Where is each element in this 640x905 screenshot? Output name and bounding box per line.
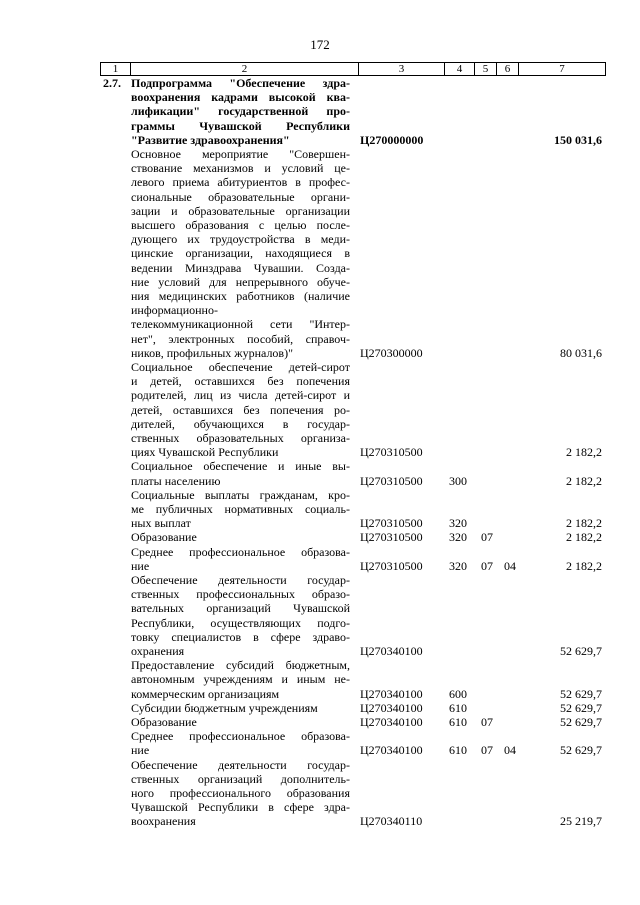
row-expense-type: 600 — [449, 686, 467, 701]
row-name-line: ние условий для непрерывного обуче- — [131, 274, 350, 289]
row-name — [131, 658, 350, 701]
row-name — [131, 545, 350, 573]
row-code: Ц270300000 — [360, 345, 423, 360]
row-name-line: Основное мероприятие "Совершен- — [131, 147, 350, 161]
row-sum: 2 182,2 — [566, 558, 602, 573]
row-code: Ц270340100 — [360, 715, 423, 729]
row-code: Ц270340100 — [360, 644, 423, 658]
row-expense-type: 610 — [449, 743, 467, 758]
row-name-line: дующего их трудоустройства в меди- — [131, 232, 350, 247]
row-section: 07 — [481, 530, 493, 545]
table-row — [100, 658, 604, 701]
row-name-line: воохранения кадрами высокой ква- — [131, 90, 350, 105]
row-name-line: Среднее профессиональное образова- — [131, 729, 350, 744]
row-section: 07 — [481, 558, 493, 573]
header-col-6: 6 — [497, 63, 519, 75]
row-section: 07 — [481, 743, 493, 758]
row-name-line: Социальное обеспечение детей-сирот — [131, 360, 350, 374]
row-subsection: 04 — [504, 558, 516, 573]
table-row — [100, 360, 604, 459]
row-sum: 52 629,7 — [560, 743, 602, 758]
row-sum: 2 182,2 — [566, 530, 602, 545]
row-name-line: Образование — [131, 530, 197, 545]
header-col-5: 5 — [475, 63, 497, 75]
row-name-line: охранения — [131, 644, 185, 659]
row-name — [131, 360, 350, 459]
table-row — [100, 147, 604, 360]
row-name-line: ственных организаций дополнитель- — [131, 771, 350, 786]
row-code: Ц270310500 — [360, 445, 423, 460]
row-name-line: Обеспечение деятельности государ- — [131, 573, 350, 587]
row-name-line: сиональные образовательные органи- — [131, 189, 350, 204]
row-name-line: товку специалистов в сфере здраво- — [131, 629, 350, 644]
row-name-line: Республики, осуществляющих подго- — [131, 615, 350, 630]
row-name-line: Среднее профессиональное образова- — [131, 544, 350, 559]
table-row — [100, 573, 604, 658]
row-name-line: ственных профессиональных образо- — [131, 587, 350, 602]
row-expense-type: 610 — [449, 715, 467, 729]
table-row — [100, 701, 604, 715]
table-row — [100, 545, 604, 573]
row-name-line: Образование — [131, 715, 197, 729]
row-name-line: родителей, лиц из числа детей-сирот и — [131, 388, 350, 403]
row-name-line: ствование механизмов и условий це- — [131, 161, 350, 176]
row-expense-type: 300 — [449, 473, 467, 488]
row-sum: 150 031,6 — [554, 132, 602, 147]
row-name-line: телекоммуникационной сети "Интер- — [131, 317, 350, 332]
row-sum: 52 629,7 — [560, 644, 602, 658]
row-name-line: Субсидии бюджетным учреждениям — [131, 700, 318, 715]
header-col-2: 2 — [131, 63, 359, 75]
row-name-line: лификации" государственной про- — [131, 104, 350, 119]
row-sum: 2 182,2 — [566, 516, 602, 531]
row-name-line: коммерческим организациям — [131, 686, 280, 701]
row-name-line: детей, оставшихся без попечения ро- — [131, 402, 350, 417]
row-name-line: информационно- — [131, 303, 218, 318]
row-name — [131, 459, 350, 487]
row-name-line: ния медицинских работников (наличие — [131, 289, 350, 304]
row-code: Ц270310500 — [360, 516, 423, 531]
row-name-line: автономным учреждениям и иным не- — [131, 672, 350, 687]
row-name — [131, 758, 350, 829]
row-name-line: дителей, обучающихся в государ- — [131, 416, 350, 431]
row-name-line: воохранения — [131, 814, 196, 829]
row-name-line: Чувашской Республики в сфере здра- — [131, 800, 350, 815]
row-name-line: левого приема абитуриентов в профес- — [131, 175, 350, 190]
row-name-line: ведении Минздрава Чувашии. Созда- — [131, 260, 350, 275]
row-name — [131, 530, 350, 544]
row-name — [131, 573, 350, 658]
row-expense-type: 320 — [449, 530, 467, 545]
row-name — [131, 701, 350, 715]
row-name-line: высшего образования с целью после- — [131, 218, 350, 233]
row-sum: 25 219,7 — [560, 814, 602, 829]
table-row — [100, 459, 604, 487]
row-name-line: Обеспечение деятельности государ- — [131, 757, 350, 772]
row-section: 07 — [481, 715, 493, 729]
row-name-line: Социальное обеспечение и иные вы- — [131, 459, 350, 474]
row-name — [131, 715, 350, 729]
row-name-line: нет", электронных пособий, справоч- — [131, 331, 350, 346]
header-col-4: 4 — [445, 63, 475, 75]
table-row — [100, 488, 604, 531]
table-row — [100, 76, 604, 147]
row-code: Ц270000000 — [360, 132, 424, 147]
row-code: Ц270310500 — [360, 558, 423, 573]
row-name-line: Предоставление субсидий бюджетным, — [131, 658, 350, 673]
row-name — [131, 488, 350, 531]
row-sum: 2 182,2 — [566, 445, 602, 460]
row-name-line: ного профессионального образования — [131, 786, 350, 800]
row-code: Ц270340100 — [360, 700, 423, 715]
page-number: 172 — [310, 37, 330, 52]
row-name-line: ственных образовательных организа- — [131, 431, 350, 446]
row-name-line: ние — [131, 743, 150, 758]
table-header — [100, 62, 606, 76]
row-name-line: ных выплат — [131, 516, 191, 531]
row-code: Ц270310500 — [360, 530, 423, 545]
row-name-line: Социальные выплаты гражданам, кро- — [131, 487, 350, 502]
table-row — [100, 758, 604, 829]
row-sum: 52 629,7 — [560, 715, 602, 729]
table-row — [100, 530, 604, 544]
row-name-line: "Развитие здравоохранения" — [131, 132, 290, 147]
header-col-3: 3 — [359, 63, 445, 75]
row-sum: 2 182,2 — [566, 473, 602, 488]
row-expense-type: 320 — [449, 516, 467, 531]
row-sum: 52 629,7 — [560, 700, 602, 715]
table-row — [100, 715, 604, 729]
row-sum: 80 031,6 — [560, 345, 602, 360]
row-code: Ц270340100 — [360, 686, 423, 701]
row-subsection: 04 — [504, 743, 516, 758]
row-name — [131, 76, 350, 147]
header-col-1: 1 — [101, 63, 131, 75]
row-code: Ц270340100 — [360, 743, 423, 758]
row-name-line: платы населению — [131, 473, 221, 488]
row-name — [131, 147, 350, 360]
row-name-line: цинские организации, находящиеся в — [131, 246, 350, 261]
row-sum: 52 629,7 — [560, 686, 602, 701]
row-name-line: вательных организаций Чувашской — [131, 601, 350, 616]
row-name-line: ние — [131, 558, 150, 573]
row-name-line: ников, профильных журналов)" — [131, 345, 293, 360]
table-row — [100, 729, 604, 757]
row-name-line: зации и образовательные организации — [131, 203, 350, 218]
row-name — [131, 729, 350, 757]
row-name-line: граммы Чувашской Республики — [131, 118, 350, 133]
row-code: Ц270310500 — [360, 473, 423, 488]
row-name-line: и детей, оставшихся без попечения — [131, 374, 350, 389]
row-name-line: ме публичных нормативных социаль- — [131, 502, 350, 516]
header-col-7: 7 — [559, 63, 565, 75]
row-code: Ц270340110 — [360, 814, 423, 829]
row-name-line: Подпрограмма "Обеспечение здра- — [131, 76, 350, 90]
row-number: 2.7. — [103, 76, 121, 90]
row-expense-type: 610 — [449, 700, 467, 715]
row-name-line: циях Чувашской Республики — [131, 445, 279, 460]
row-expense-type: 320 — [449, 558, 467, 573]
